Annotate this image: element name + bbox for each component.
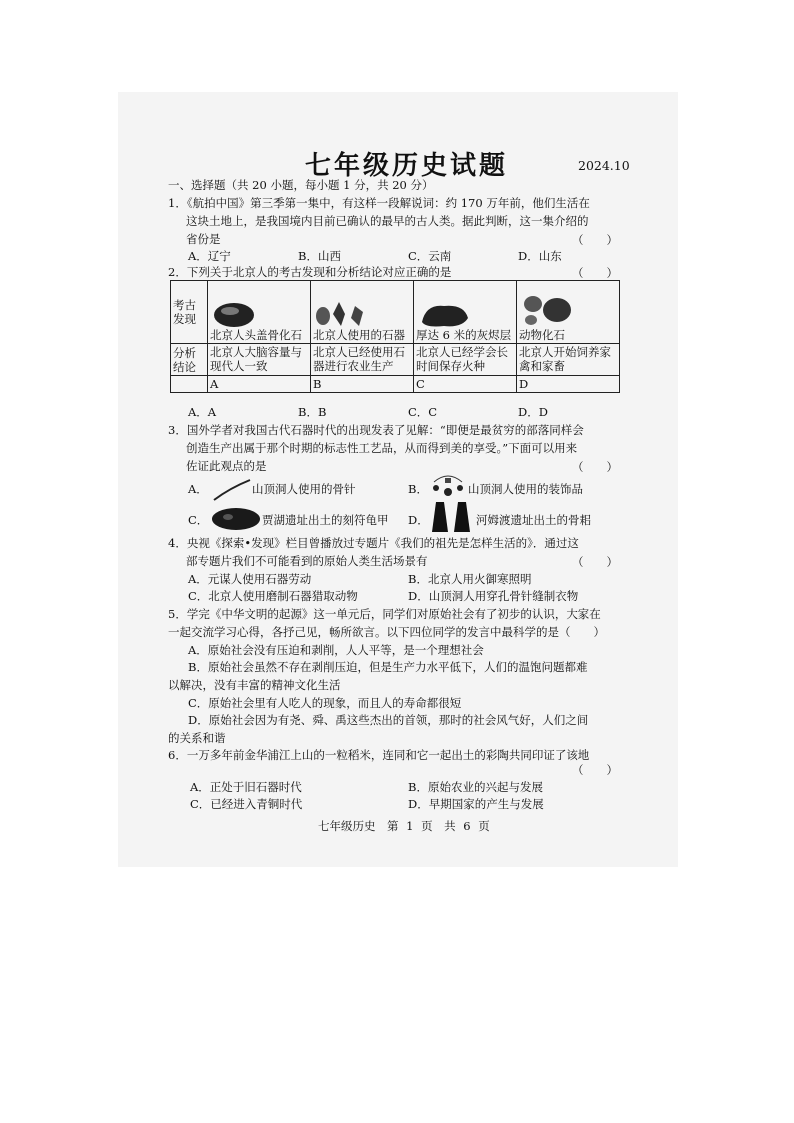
q6-option-c: C．已经进入青铜时代 xyxy=(190,797,303,811)
q2-option-b: B．B xyxy=(298,405,327,419)
conclusion-b: 北京人已经使用石器进行农业生产 xyxy=(311,344,414,376)
stone-tools-icon xyxy=(313,298,373,328)
find-d xyxy=(517,281,620,344)
ornament-icon xyxy=(428,472,468,500)
skull-fossil-icon xyxy=(210,298,260,328)
q4-option-d: D．山顶洞人用穿孔骨针缝制衣物 xyxy=(408,589,579,603)
q1-option-d: D．山东 xyxy=(518,249,562,263)
q5-option-d-line-1: D．原始社会因为有尧、舜、禹这些杰出的首领，那时的社会风气好，人们之间 xyxy=(188,713,589,727)
q3-option-b-text: 山顶洞人使用的装饰品 xyxy=(468,482,583,496)
q4-option-c: C．北京人使用磨制石器猎取动物 xyxy=(188,589,358,603)
q5-option-b-line-1: B．原始社会虽然不存在剥削压迫，但是生产力水平低下，人们的温饱问题都难 xyxy=(188,660,588,674)
page-title: 七年级历史试题 xyxy=(305,151,509,181)
find-b xyxy=(311,281,414,344)
q1-line-3: 省份是 xyxy=(186,232,221,246)
q2-option-a: A．A xyxy=(188,405,217,419)
find-d-label: 动物化石 xyxy=(519,328,565,342)
q2-option-d: D．D xyxy=(518,405,548,419)
q4-option-a: A．元谋人使用石器劳动 xyxy=(188,572,312,586)
find-c-label: 厚达 6 米的灰烬层 xyxy=(416,328,512,342)
q3-option-d-text: 河姆渡遗址出土的骨耜 xyxy=(476,513,591,527)
q5-line-1: 5．学完《中华文明的起源》这一单元后，同学们对原始社会有了初步的认识，大家在 xyxy=(168,607,601,621)
row-label-conclusions: 分析结论 xyxy=(171,344,208,376)
q2-table xyxy=(170,280,620,393)
letter-d: D xyxy=(517,376,620,393)
ash-layer-icon xyxy=(416,298,476,328)
bone-spade-icon xyxy=(428,498,474,534)
page-footer: 七年级历史 第 1 页 共 6 页 xyxy=(318,819,490,833)
letter-a: A xyxy=(208,376,311,393)
conclusion-d: 北京人开始饲养家禽和家畜 xyxy=(517,344,620,376)
q4-line-1: 4．央视《探索•发现》栏目曾播放过专题片《我们的祖先是怎样生活的》．通过这 xyxy=(168,536,579,550)
tortoise-shell-icon xyxy=(210,505,262,533)
q1-option-a: A．辽宁 xyxy=(188,249,231,263)
q1-option-c: C．云南 xyxy=(408,249,452,263)
find-c xyxy=(414,281,517,344)
q4-answer-paren: （ ） xyxy=(572,555,618,569)
q3-option-a-text: 山顶洞人使用的骨针 xyxy=(252,482,356,496)
q3-answer-paren: （ ） xyxy=(572,460,618,474)
q5-option-d-line-2: 的关系和谐 xyxy=(168,731,226,745)
q6-option-a: A．正处于旧石器时代 xyxy=(190,780,302,794)
q3-line-1: 3．国外学者对我国古代石器时代的出现发表了见解：“即便是最贫穷的部落同样会 xyxy=(168,423,584,437)
q3-option-a-letter: A． xyxy=(188,482,208,496)
q5-option-c: C．原始社会里有人吃人的现象，而且人的寿命都很短 xyxy=(188,696,462,710)
q6-stem: 6．一万多年前金华浦江上山的一粒稻米，连同和它一起出土的彩陶共同印证了该地 xyxy=(168,748,590,762)
conclusion-c: 北京人已经学会长时间保存火种 xyxy=(414,344,517,376)
q2-answer-paren: （ ） xyxy=(572,266,618,280)
q6-answer-paren: （ ） xyxy=(572,763,618,777)
q1-option-b: B．山西 xyxy=(298,249,341,263)
q3-line-2: 创造生产出属于那个时期的标志性工艺品，从而得到美的享受。”下面可以用来 xyxy=(186,441,578,455)
q3-option-c-text: 贾湖遗址出土的刻符龟甲 xyxy=(262,513,389,527)
q2-option-c: C．C xyxy=(408,405,438,419)
q1-answer-paren: （ ） xyxy=(572,233,618,247)
animal-fossil-icon xyxy=(519,292,579,328)
q4-option-b: B．北京人用火御寒照明 xyxy=(408,572,532,586)
q3-line-3: 佐证此观点的是 xyxy=(186,459,267,473)
q1-line-2: 这块土地上，是我国境内目前已确认的最早的古人类。据此判断，这一集介绍的 xyxy=(186,214,589,228)
q6-option-d: D．早期国家的产生与发展 xyxy=(408,797,544,811)
letter-c: C xyxy=(414,376,517,393)
q1-line-1: 1．《航拍中国》第三季第一集中，有这样一段解说词：约 170 万年前，他们生活在 xyxy=(168,196,590,210)
q5-option-b-line-2: 以解决，没有丰富的精神文化生活 xyxy=(168,678,341,692)
conclusion-a: 北京人大脑容量与现代人一致 xyxy=(208,344,311,376)
q5-option-a: A．原始社会没有压迫和剥削，人人平等，是一个理想社会 xyxy=(188,643,484,657)
letter-row-label xyxy=(171,376,208,393)
find-a xyxy=(208,281,311,344)
q5-line-2: 一起交流学习心得，各抒己见，畅所欲言。以下四位同学的发言中最科学的是（ ） xyxy=(168,625,605,639)
exam-date: 2024.10 xyxy=(578,158,630,173)
section-heading: 一、选择题（共 20 小题，每小题 1 分，共 20 分） xyxy=(168,178,434,192)
q3-option-c-letter: C． xyxy=(188,513,209,527)
bone-needle-icon xyxy=(212,478,252,502)
find-a-label: 北京人头盖骨化石 xyxy=(210,328,302,342)
q4-line-2: 部专题片我们不可能看到的原始人类生活场景有 xyxy=(186,554,428,568)
q3-option-d-letter: D． xyxy=(408,513,429,527)
row-label-finds: 考古发现 xyxy=(171,281,208,344)
letter-b: B xyxy=(311,376,414,393)
q2-stem: 2．下列关于北京人的考古发现和分析结论对应正确的是 xyxy=(168,265,452,279)
q6-option-b: B．原始农业的兴起与发展 xyxy=(408,780,543,794)
find-b-label: 北京人使用的石器 xyxy=(313,328,405,342)
q3-option-b-letter: B． xyxy=(408,482,428,496)
